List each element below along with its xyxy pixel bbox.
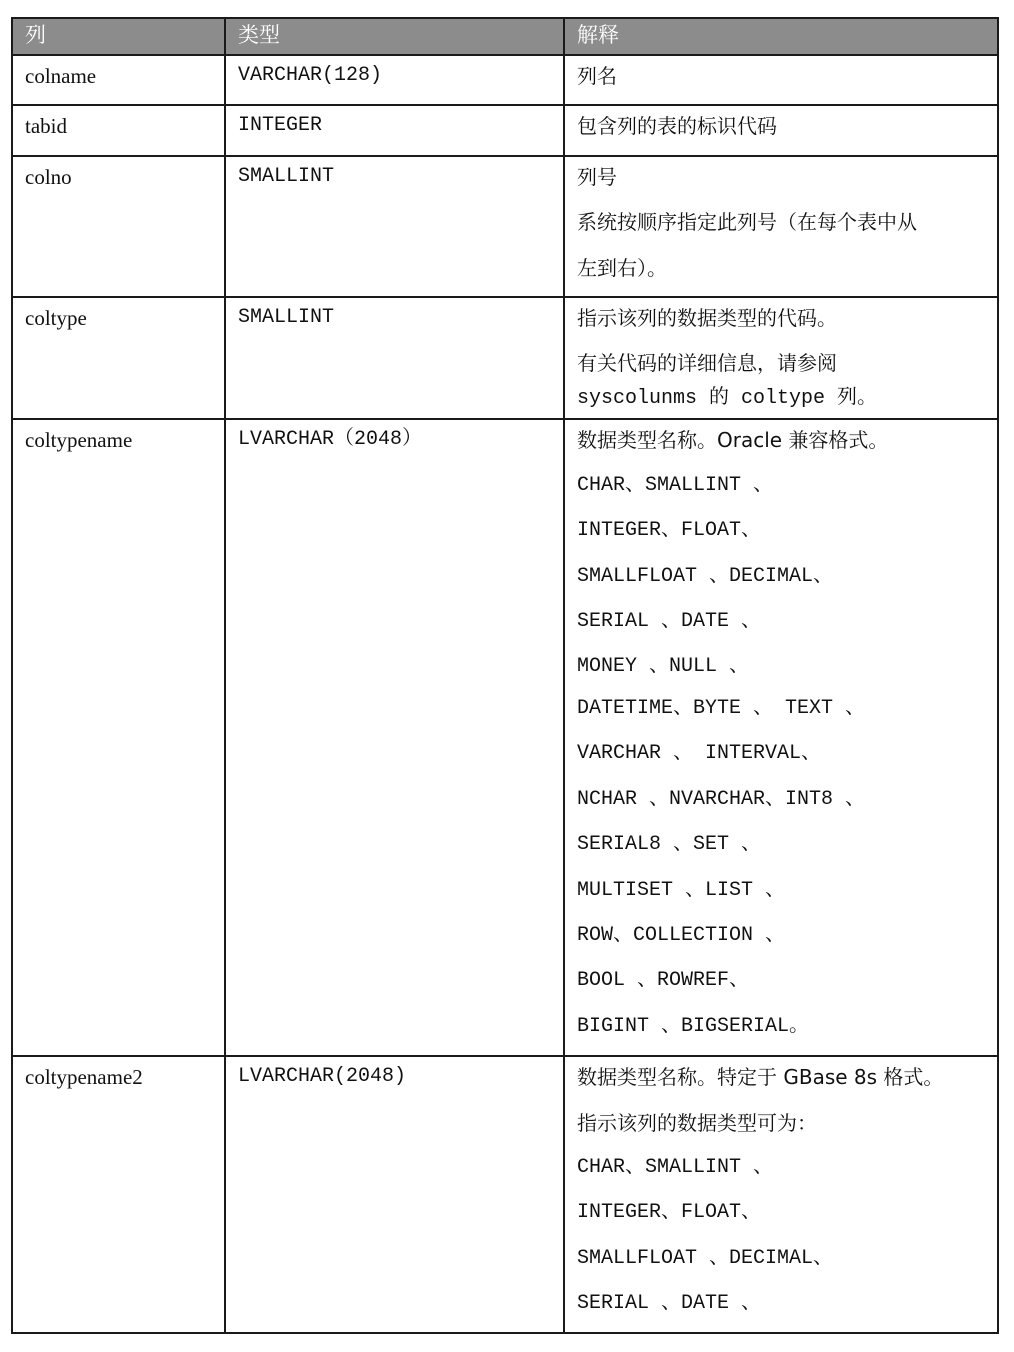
column-type: LVARCHAR（2048） bbox=[238, 428, 423, 452]
columns-table bbox=[11, 17, 999, 696]
table-row bbox=[12, 55, 998, 105]
table-row bbox=[12, 686, 998, 1056]
header-description: 解释 bbox=[564, 18, 998, 55]
column-description: 数据类型名称。特定于 GBase 8s 格式。 指示该列的数据类型可为： CHAR、SMALLINT 、 INTEGER、FLOAT、 SMALLFLOAT 、DECIMAL、 SERIAL 、DATE 、 bbox=[577, 1065, 944, 1316]
column-name: colno bbox=[25, 164, 72, 189]
column-description: 包含列的表的标识代码 bbox=[577, 114, 777, 139]
table-row bbox=[12, 156, 998, 297]
column-type: SMALLINT bbox=[238, 305, 335, 329]
column-name: colname bbox=[25, 64, 97, 88]
table-row bbox=[12, 419, 998, 695]
table-row bbox=[12, 297, 998, 419]
column-name: coltypename2 bbox=[25, 1065, 143, 1090]
column-type: SMALLINT bbox=[238, 164, 335, 188]
column-type: LVARCHAR(2048) bbox=[238, 1065, 407, 1089]
column-description: 列名 bbox=[577, 64, 617, 88]
column-name: coltypename bbox=[25, 428, 133, 453]
table-row bbox=[12, 1056, 998, 1333]
table-row bbox=[12, 105, 998, 155]
column-description: 列号 系统按顺序指定此列号（在每个表中从 左到右）。 bbox=[577, 164, 917, 280]
columns-table-continued bbox=[11, 686, 999, 1334]
column-description: 指示该列的数据类型的代码。 有关代码的详细信息，请参阅 syscolunms 的 coltype 列。 bbox=[577, 305, 878, 411]
column-name: tabid bbox=[25, 114, 67, 139]
column-description: DATETIME、BYTE 、 TEXT 、 VARCHAR 、 INTERVAL、 NCHAR 、NVARCHAR、INT8 、 SERIAL8 、SET 、 MULTISET 、LIST 、 ROW、COLLECTION 、 BOOL 、ROWREF、 BIGINT 、BIGSERIAL。 bbox=[577, 697, 866, 1038]
column-type: INTEGER bbox=[238, 114, 323, 138]
column-name: coltype bbox=[25, 305, 87, 330]
table-header bbox=[12, 18, 998, 55]
column-description: 数据类型名称。Oracle 兼容格式。 CHAR、SMALLINT 、 INTEGER、FLOAT、 SMALLFLOAT 、DECIMAL、 SERIAL 、DATE 、 MONEY 、NULL 、 bbox=[577, 428, 889, 679]
header-column: 列 bbox=[12, 18, 225, 55]
header-type: 类型 bbox=[225, 18, 564, 55]
column-type: VARCHAR(128) bbox=[238, 64, 383, 87]
